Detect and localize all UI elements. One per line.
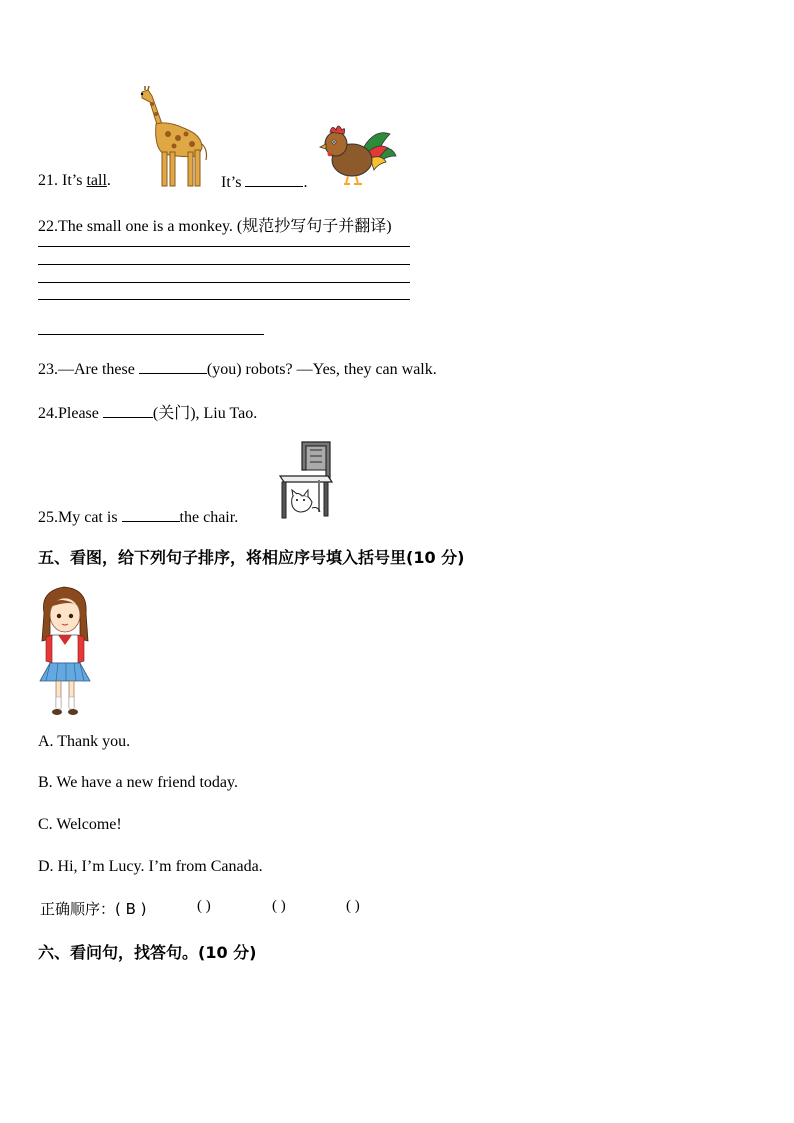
q21-second-prefix: It’s xyxy=(221,174,246,191)
giraffe-illustration xyxy=(128,84,210,188)
option-a: A. Thank you. xyxy=(38,733,131,750)
order-slot-1[interactable]: ( ) xyxy=(197,898,211,914)
q21-period: . xyxy=(106,172,111,189)
option-d: D. Hi, I’m Lucy. I’m from Canada. xyxy=(38,858,263,875)
q21-blank[interactable] xyxy=(245,172,303,187)
option-c: C. Welcome! xyxy=(38,816,122,833)
question-23 xyxy=(38,359,437,379)
writing-line-4[interactable] xyxy=(38,299,410,300)
q24-blank[interactable] xyxy=(103,403,153,418)
question-22: 22.The small one is a monkey. (规范抄写句子并翻译) xyxy=(38,218,392,235)
question-24 xyxy=(38,400,257,423)
writing-line-2[interactable] xyxy=(38,264,410,265)
q25-blank[interactable] xyxy=(122,507,180,522)
q25-rest: the chair. xyxy=(179,509,239,526)
q23-prefix: 23.—Are these xyxy=(38,361,139,378)
q25-prefix: 25.My cat is xyxy=(38,509,122,526)
section-6-heading: 六、看问句，找答句。(10 分) xyxy=(38,943,257,962)
q21-prefix: 21. It’s xyxy=(38,172,87,189)
q23-blank[interactable] xyxy=(139,359,207,374)
order-slot-2[interactable]: ( ) xyxy=(272,898,286,914)
q21-end: . xyxy=(303,174,308,191)
writing-line-3[interactable] xyxy=(38,282,410,283)
schoolgirl-illustration xyxy=(36,583,96,717)
q24-rest: (关门), Liu Tao. xyxy=(152,405,258,422)
q21-answer: tall xyxy=(86,172,107,189)
writing-line-1[interactable] xyxy=(38,246,410,247)
translation-line[interactable] xyxy=(38,334,264,335)
question-21 xyxy=(38,172,111,190)
order-label: 正确顺序：( B ) xyxy=(40,900,147,918)
rooster-illustration xyxy=(318,120,398,188)
section-5-heading: 五、看图，给下列句子排序，将相应序号填入括号里(10 分) xyxy=(38,548,465,567)
question-25 xyxy=(38,507,238,527)
question-21-second xyxy=(221,172,307,192)
q24-prefix: 24.Please xyxy=(38,405,103,422)
order-slot-3[interactable]: ( ) xyxy=(346,898,360,914)
chair-with-cat-illustration xyxy=(278,440,334,520)
option-b: B. We have a new friend today. xyxy=(38,774,238,791)
q23-rest: (you) robots? —Yes, they can walk. xyxy=(206,361,437,378)
